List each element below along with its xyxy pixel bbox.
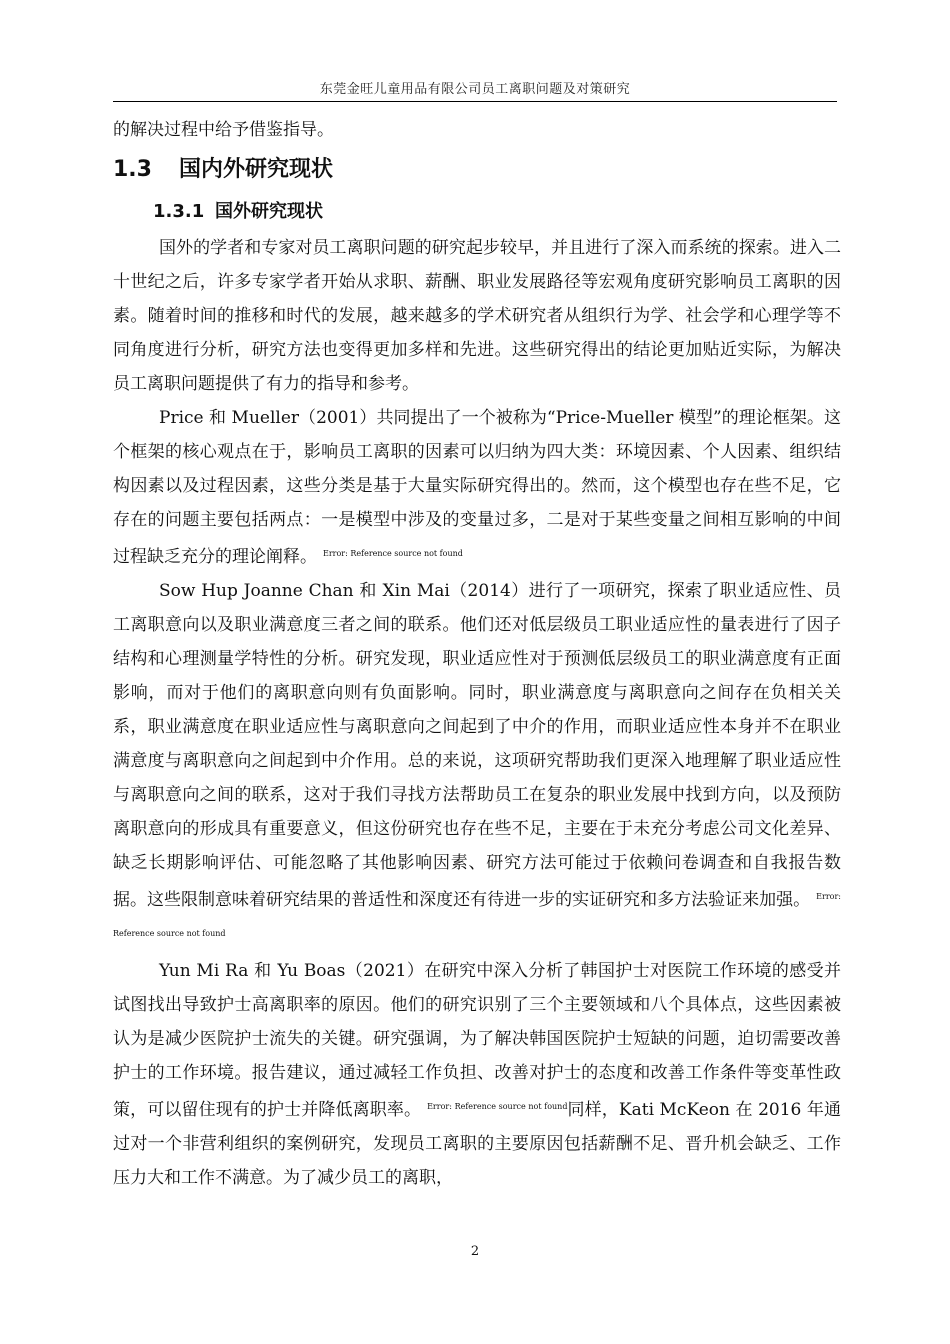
running-header: 东莞金旺儿童用品有限公司员工离职问题及对策研究: [319, 82, 631, 97]
page-body: [113, 113, 841, 1195]
header-rule: [113, 101, 837, 102]
paragraph-4-text-a: Yun Mi Ra 和 Yu Boas（2021）在研究中深入分析了韩国护士对医院工作环境的感受并试图找出导致护士高离职率的原因。他们的研究识别了三个主要领域和八个具体点，这些因素被认为是减少医院护士流失的关键。研究强调，为了解决韩国医院护士短缺的问题，迫切需要改善护士的工作环境。报告建议，通过减轻工作负担、改善对护士的态度和改善工作条件等变革性政策，可以留住现有的护士并降低离职率。: [113, 961, 841, 1120]
subsection-heading: [153, 193, 841, 231]
paragraph-1: 国外的学者和专家对员工离职问题的研究起步较早，并且进行了深入而系统的探索。进入二十世纪之后，许多专家学者开始从求职、薪酬、职业发展路径等宏观角度研究影响员工离职的因素。随着时间的推移和时代的发展，越来越多的学术研究者从组织行为学、社会学和心理学等不同角度进行分析，研究方法也变得更加多样和先进。这些研究得出的结论更加贴近实际，为解决员工离职问题提供了有力的指导和参考。: [113, 238, 841, 394]
continuation-text: 的解决过程中给予借鉴指导。: [113, 120, 334, 140]
subsection-number: 1.3.1: [153, 201, 205, 222]
section-heading: [113, 147, 841, 193]
page-number: 2: [470, 1244, 480, 1259]
paragraph-4-text-b: 同样，Kati McKeon 在 2016 年通过对一个非营利组织的案例研究，发现员工离职的主要原因包括薪酬不足、晋升机会缺乏、工作压力大和工作不满意。为了减少员工的离职，: [113, 1100, 841, 1188]
paragraph-2: [113, 401, 841, 574]
reference-error-2: Error: Reference source not found: [113, 892, 841, 938]
section-number: 1.3: [113, 157, 152, 182]
paragraph-2-text: Price 和 Mueller（2001）共同提出了一个被称为“Price-Mueller 模型”的理论框架。这个框架的核心观点在于，影响员工离职的因素可以归纳为四大类：环境因素、个人因素、组织结构因素以及过程因素，这些分类是基于大量实际研究得出的。然而，这个模型也存在些不足，它存在的问题主要包括两点：一是模型中涉及的变量过多，二是对于某些变量之间相互影响的中间过程缺乏充分的理论阐释。: [113, 408, 841, 567]
paragraph-3-text: Sow Hup Joanne Chan 和 Xin Mai（2014）进行了一项研究，探索了职业适应性、员工离职意向以及职业满意度三者之间的联系。他们还对低层级员工职业适应性的量表进行了因子结构和心理测量学特性的分析。研究发现，职业适应性对于预测低层级员工的职业满意度有正面影响，而对于他们的离职意向则有负面影响。同时，职业满意度与离职意向之间存在负相关关系，职业满意度在职业适应性与离职意向之间起到了中介的作用，而职业适应性本身并不在职业满意度与离职意向之间起到中介作用。总的来说，这项研究帮助我们更深入地理解了职业适应性与离职意向之间的联系，这对于我们寻找方法帮助员工在复杂的职业发展中找到方向，以及预防离职意向的形成具有重要意义，但这份研究也存在些不足，主要在于未充分考虑公司文化差异、缺乏长期影响评估、可能忽略了其他影响因素、研究方法可能过于依赖问卷调查和自我报告数据。这些限制意味着研究结果的普适性和深度还有待进一步的实证研究和多方法验证来加强。: [113, 581, 841, 910]
section-title: 国内外研究现状: [179, 157, 334, 182]
reference-error-3: Error: Reference source not found: [427, 1102, 568, 1111]
paragraph-4: [113, 954, 841, 1195]
paragraph-3: [113, 574, 841, 954]
reference-error-1: Error: Reference source not found: [323, 549, 463, 558]
subsection-title: 国外研究现状: [215, 201, 323, 222]
